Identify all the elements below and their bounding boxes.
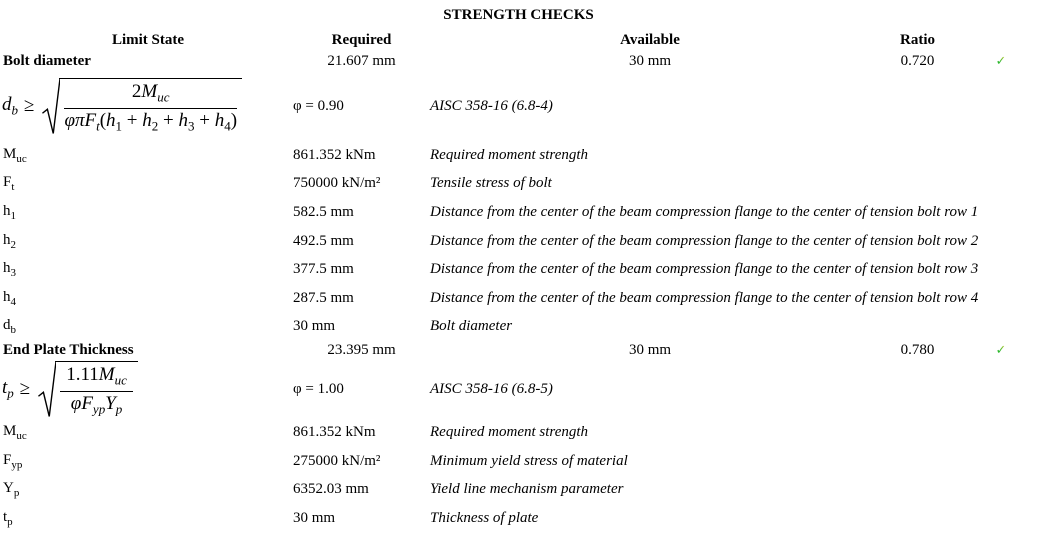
- formula-token: uc: [114, 372, 127, 388]
- formula-lhs: [2, 377, 14, 401]
- formula-token: φπ: [64, 110, 85, 131]
- symbol-subscript: 4: [10, 295, 16, 308]
- relation-symbol: ≥: [19, 378, 31, 400]
- formula-token: p: [115, 401, 123, 417]
- symbol-base: h: [3, 202, 11, 219]
- available-value: 30 mm: [628, 53, 672, 69]
- checks-container: [0, 52, 1037, 533]
- symbol-base: t: [3, 508, 8, 525]
- code-reference: AISC 358-16 (6.8-5): [430, 380, 553, 397]
- symbol-subscript: yp: [11, 458, 23, 471]
- parameter-value: 582.5 mm: [293, 203, 354, 220]
- formula-row: [0, 71, 1037, 141]
- formula-token: ): [230, 110, 238, 131]
- parameter-description: Thickness of plate: [430, 509, 539, 526]
- formula-token: φ: [70, 393, 82, 415]
- parameter-description: Distance from the center of the beam compression flange to the center of tension bolt row 4: [430, 289, 979, 306]
- parameter-description: Bolt diameter: [430, 318, 513, 335]
- parameter-symbol: [0, 509, 293, 528]
- symbol-base: F: [3, 451, 12, 468]
- formula-token: h: [142, 110, 152, 131]
- symbol-base: M: [3, 422, 17, 439]
- parameter-symbol: [0, 423, 293, 442]
- parameter-value: 6352.03 mm: [293, 481, 369, 498]
- symbol-base: h: [3, 231, 11, 248]
- ratio-value: 0.720: [900, 53, 935, 69]
- strength-check-summary-row: [0, 341, 1037, 360]
- parameter-value: 30 mm: [293, 318, 336, 335]
- formula-token: uc: [157, 89, 170, 105]
- parameter-symbol: [0, 480, 293, 499]
- symbol-base: M: [3, 145, 17, 162]
- fraction-denominator: [71, 392, 122, 417]
- column-header-ratio: Ratio: [900, 31, 935, 48]
- parameter-value: 861.352 kNm: [293, 146, 376, 163]
- parameter-row: [0, 447, 1037, 476]
- symbol-base: h: [3, 260, 11, 277]
- parameter-row: [0, 475, 1037, 504]
- column-header-required: Required: [331, 31, 392, 48]
- parameter-value: 492.5 mm: [293, 232, 354, 249]
- parameter-row: [0, 284, 1037, 313]
- formula-token: (: [99, 110, 107, 131]
- symbol-subscript: 3: [10, 267, 16, 280]
- symbol-subscript: p: [13, 487, 20, 500]
- formula-token: t: [2, 376, 8, 398]
- parameter-value: 861.352 kNm: [293, 423, 376, 440]
- formula-token: 3: [187, 118, 195, 134]
- formula-token: 4: [224, 118, 231, 134]
- formula-token: 2: [131, 80, 142, 102]
- radical-sign: [38, 361, 56, 418]
- formula-token: 2: [151, 118, 159, 134]
- symbol-base: Y: [3, 480, 14, 497]
- parameter-description: Required moment strength: [430, 146, 589, 163]
- equation: [0, 361, 293, 418]
- parameter-row: [0, 313, 1037, 342]
- formula-token: d: [2, 93, 12, 115]
- parameter-value: 30 mm: [293, 509, 336, 526]
- symbol-base: d: [3, 317, 11, 334]
- formula-token: p: [7, 385, 14, 401]
- parameter-value: 377.5 mm: [293, 261, 354, 278]
- formula-token: h: [214, 110, 225, 131]
- strength-check-summary-row: [0, 52, 1037, 71]
- parameter-value: 287.5 mm: [293, 289, 354, 306]
- column-header-available: Available: [620, 31, 680, 48]
- code-reference: AISC 358-16 (6.8-4): [430, 97, 553, 114]
- phi-factor: φ = 1.00: [293, 380, 344, 397]
- parameter-value: 750000 kN/m²: [293, 175, 381, 192]
- symbol-subscript: 2: [10, 238, 16, 251]
- parameter-symbol: [0, 146, 293, 165]
- formula-math: [0, 78, 293, 135]
- parameter-symbol: [0, 317, 293, 336]
- formula-token: M: [98, 363, 115, 385]
- fraction: [64, 81, 237, 135]
- symbol-subscript: t: [11, 181, 15, 194]
- formula-row: [0, 360, 1037, 418]
- fraction-numerator: [64, 81, 237, 109]
- symbol-subscript: p: [7, 515, 13, 528]
- status-cell: [965, 342, 1037, 359]
- symbol-subscript: b: [10, 324, 16, 337]
- formula-token: +: [122, 110, 143, 131]
- formula-token: Y: [105, 393, 116, 415]
- parameter-row: [0, 227, 1037, 256]
- formula-token: h: [106, 110, 116, 131]
- pass-check-icon: ✓: [995, 54, 1007, 69]
- equation: [0, 78, 293, 135]
- parameter-row: [0, 255, 1037, 284]
- square-root: [42, 78, 242, 135]
- radical-sign: [42, 78, 60, 135]
- relation-symbol: ≥: [24, 95, 35, 117]
- formula-token: 1: [115, 118, 123, 134]
- parameter-description: Tensile stress of bolt: [430, 175, 552, 192]
- formula-token: +: [194, 110, 215, 131]
- formula-token: 1.11: [66, 363, 99, 385]
- column-header-row: [0, 28, 1037, 52]
- formula-token: yp: [92, 401, 106, 417]
- symbol-base: F: [3, 174, 12, 191]
- symbol-subscript: uc: [16, 429, 27, 442]
- formula-token: b: [11, 102, 18, 118]
- limit-state-name: End Plate Thickness: [3, 342, 134, 359]
- parameter-value: 275000 kN/m²: [293, 452, 381, 469]
- available-value: 30 mm: [628, 342, 672, 359]
- formula-token: F: [81, 393, 93, 415]
- formula-token: F: [84, 110, 97, 131]
- radicand: [55, 361, 138, 418]
- formula-math: [0, 361, 293, 418]
- ratio-value: 0.780: [900, 342, 935, 359]
- parameter-symbol: [0, 174, 293, 193]
- pass-check-icon: ✓: [995, 343, 1007, 359]
- parameter-description: Minimum yield stress of material: [430, 452, 628, 469]
- formula-token: M: [141, 80, 158, 102]
- parameter-description: Distance from the center of the beam compression flange to the center of tension bolt row 1: [430, 203, 979, 220]
- parameter-symbol: [0, 289, 293, 308]
- fraction: [60, 364, 133, 418]
- parameter-symbol: [0, 203, 293, 222]
- phi-factor: φ = 0.90: [293, 97, 344, 114]
- formula-token: t: [96, 118, 100, 134]
- parameter-description: Distance from the center of the beam compression flange to the center of tension bolt row 2: [430, 232, 979, 249]
- parameter-symbol: [0, 260, 293, 279]
- page-title: STRENGTH CHECKS: [443, 7, 594, 23]
- parameter-symbol: [0, 452, 293, 471]
- formula-lhs: [2, 94, 18, 118]
- parameter-row: [0, 418, 1037, 447]
- required-value: 23.395 mm: [327, 342, 396, 359]
- symbol-subscript: uc: [16, 152, 27, 165]
- limit-state-name: Bolt diameter: [3, 53, 91, 69]
- status-cell: [965, 53, 1037, 70]
- parameter-row: [0, 141, 1037, 170]
- formula-token: +: [158, 110, 179, 131]
- square-root: [38, 361, 138, 418]
- required-value: 21.607 mm: [327, 53, 396, 69]
- parameter-symbol: [0, 232, 293, 251]
- parameter-row: [0, 504, 1037, 533]
- parameter-row: [0, 170, 1037, 199]
- fraction-denominator: [64, 109, 237, 134]
- radicand: [59, 78, 242, 135]
- parameter-description: Yield line mechanism parameter: [430, 481, 624, 498]
- column-header-limit-state: Limit State: [111, 31, 185, 48]
- parameter-row: [0, 198, 1037, 227]
- formula-token: h: [178, 110, 188, 131]
- parameter-description: Distance from the center of the beam compression flange to the center of tension bolt row 3: [430, 261, 979, 278]
- fraction-numerator: [60, 364, 133, 392]
- symbol-subscript: 1: [10, 209, 16, 222]
- parameter-description: Required moment strength: [430, 423, 589, 440]
- symbol-base: h: [3, 288, 11, 305]
